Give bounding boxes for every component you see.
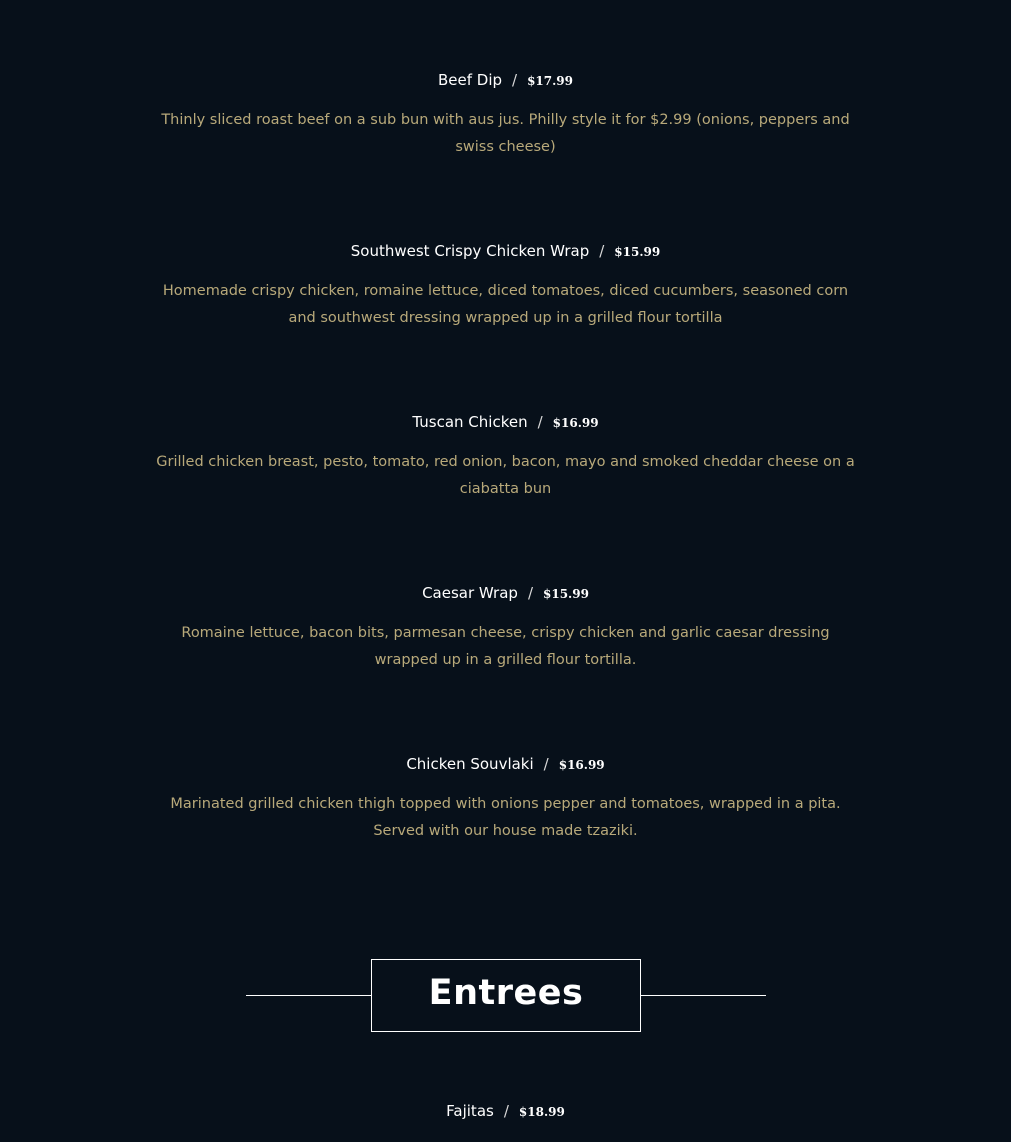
menu-item-name: Beef Dip	[437, 71, 503, 89]
menu-item-description: Grilled chicken breast, pesto, tomato, red onion, bacon, mayo and smoked cheddar cheese on a ciabatta bun	[156, 454, 855, 497]
menu-item-name: Chicken Souvlaki	[406, 755, 534, 773]
menu-item-header	[150, 69, 861, 91]
menu-item-chicken-souvlaki	[150, 753, 861, 845]
section-divider-left	[246, 995, 371, 996]
section-title: Entrees	[428, 973, 584, 1013]
menu-item-description: Marinated grilled chicken thigh topped with onions pepper and tomatoes, wrapped in a pita. Served with our house made tzaziki.	[170, 796, 841, 839]
menu-item-price: $17.99	[527, 74, 574, 88]
menu-item-tuscan-chicken	[150, 411, 861, 503]
menu-item-beef-dip	[150, 69, 861, 161]
separator: /	[503, 1102, 509, 1120]
menu-item-description: Romaine lettuce, bacon bits, parmesan cheese, crispy chicken and garlic caesar dressing wrapped up in a grilled flour tortilla.	[181, 625, 830, 668]
menu-item-name: Caesar Wrap	[422, 584, 518, 602]
menu-item-price: $15.99	[543, 587, 589, 601]
menu-item-header	[150, 411, 861, 433]
menu-item-name: Southwest Crispy Chicken Wrap	[350, 242, 590, 260]
separator: /	[527, 584, 533, 602]
menu-item-header	[150, 753, 861, 775]
separator: /	[537, 413, 543, 431]
section-divider-right	[641, 995, 766, 996]
separator: /	[599, 242, 605, 260]
menu-item-price: $16.99	[558, 758, 605, 772]
menu-item-header	[150, 1100, 861, 1122]
menu-item-price: $18.99	[518, 1105, 565, 1119]
menu-item-price: $16.99	[552, 416, 599, 430]
menu-item-name: Fajitas	[446, 1102, 494, 1120]
menu-item-header	[150, 240, 861, 262]
menu-item-price: $15.99	[614, 245, 661, 259]
menu-item-caesar-wrap	[150, 582, 861, 674]
menu-item-southwest-crispy-chicken-wrap	[150, 240, 861, 332]
section-heading-entrees	[246, 959, 766, 1032]
menu-item-fajitas	[150, 1100, 861, 1122]
menu-item-description: Homemade crispy chicken, romaine lettuce, diced tomatoes, diced cucumbers, seasoned corn and southwest dressing wrapped up in a grilled flour tortilla	[162, 283, 849, 326]
separator: /	[512, 71, 518, 89]
section-title-box	[371, 959, 641, 1032]
menu-item-header	[150, 582, 861, 604]
menu-item-description: Thinly sliced roast beef on a sub bun with aus jus. Philly style it for $2.99 (onions, peppers and swiss cheese)	[161, 112, 850, 155]
separator: /	[543, 755, 549, 773]
menu-item-name: Tuscan Chicken	[412, 413, 528, 431]
